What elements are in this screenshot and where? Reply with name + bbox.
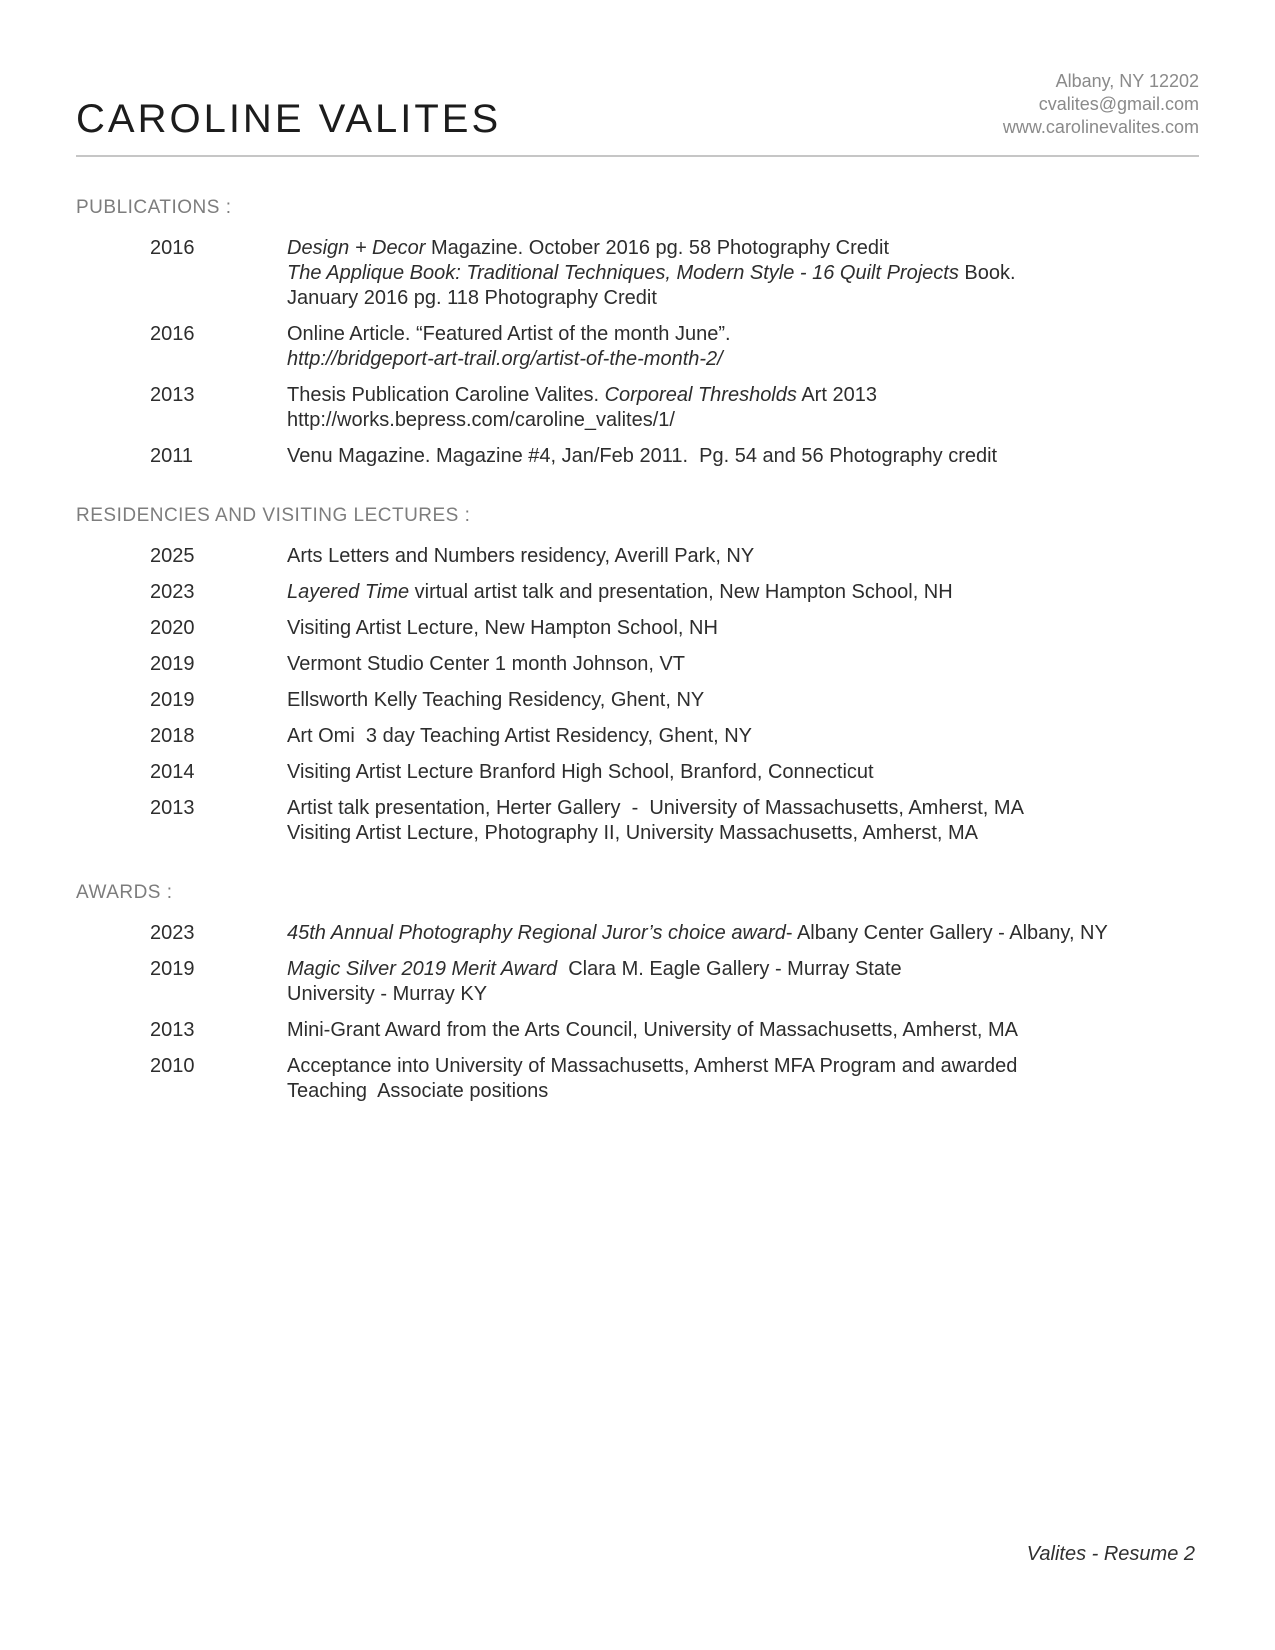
entry-year: 2025 [150, 545, 195, 567]
entry-line [287, 921, 1199, 946]
text-run: Acceptance into University of Massachusetts, Amherst MFA Program and awarded [287, 1055, 1018, 1077]
section-title: AWARDS : [76, 882, 173, 903]
entry-line [287, 236, 1199, 261]
resume-entry [76, 580, 1199, 605]
resume-entry [76, 688, 1199, 713]
resume-entry [76, 383, 1199, 433]
person-name: CAROLINE VALITES [76, 97, 502, 141]
entry-description [287, 760, 1199, 785]
contact-website: www.carolinevalites.com [1002, 117, 1199, 137]
text-run: University - Murray KY [287, 983, 488, 1005]
entry-line [287, 1054, 1199, 1079]
entry-description [287, 616, 1199, 641]
resume-entry [76, 544, 1199, 569]
entry-line [287, 347, 1199, 372]
entry-line [287, 383, 1199, 408]
resume-section [76, 195, 1199, 469]
resume-section [76, 880, 1199, 1104]
entry-line [287, 444, 1199, 469]
text-run: http://works.bepress.com/caroline_valites/1/ [287, 409, 675, 431]
entry-description [287, 444, 1199, 469]
entry-description [287, 1054, 1199, 1104]
entry-year: 2019 [150, 958, 195, 980]
text-run: Clara M. Eagle Gallery - Murray State [557, 958, 902, 980]
entry-year: 2023 [150, 581, 195, 603]
entry-line [287, 1079, 1199, 1104]
entry-year: 2010 [150, 1055, 195, 1077]
entry-line [287, 760, 1199, 785]
entry-line [287, 322, 1199, 347]
resume-entry [76, 724, 1199, 749]
entry-line [287, 688, 1199, 713]
entry-description [287, 921, 1199, 946]
entry-year: 2014 [150, 761, 195, 783]
italic-text-run: Corporeal Thresholds [604, 384, 797, 406]
contact-block [1003, 70, 1199, 139]
entry-description [287, 688, 1199, 713]
text-run: Book. [958, 262, 1016, 284]
entry-year: 2013 [150, 384, 195, 406]
entry-description [287, 957, 1199, 1007]
entry-description [287, 652, 1199, 677]
section-title: RESIDENCIES AND VISITING LECTURES : [76, 505, 471, 526]
text-run: - Albany Center Gallery - Albany, NY [785, 922, 1108, 944]
entry-year: 2020 [150, 617, 195, 639]
entry-description [287, 580, 1199, 605]
italic-text-run: 45th Annual Photography Regional Juror’s choice award [287, 922, 786, 944]
entry-description [287, 236, 1199, 311]
entry-description [287, 383, 1199, 433]
entry-year: 2011 [150, 445, 194, 467]
italic-text-run: Magic Silver 2019 Merit Award [287, 958, 558, 980]
page-header [76, 0, 1199, 139]
page-footer: Valites - Resume 2 [1026, 1543, 1195, 1565]
resume-entry [76, 760, 1199, 785]
text-run: Mini-Grant Award from the Arts Council, University of Massachusetts, Amherst, MA [287, 1019, 1018, 1041]
text-run: Teaching Associate positions [287, 1080, 549, 1102]
entry-line [287, 580, 1199, 605]
entry-line [287, 957, 1199, 982]
resume-section [76, 503, 1199, 846]
text-run: Magazine. October 2016 pg. 58 Photography Credit [425, 237, 890, 259]
entry-year: 2013 [150, 1019, 195, 1041]
resume-entry [76, 236, 1199, 311]
text-run: January 2016 pg. 118 Photography Credit [287, 287, 657, 309]
contact-email: cvalites@gmail.com [1038, 94, 1199, 114]
text-run: Visiting Artist Lecture Branford High School, Branford, Connecticut [287, 761, 874, 783]
entry-year: 2019 [150, 689, 195, 711]
resume-entry [76, 1018, 1199, 1043]
resume-entry [76, 1054, 1199, 1104]
entry-year: 2018 [150, 725, 195, 747]
entry-line [287, 1018, 1199, 1043]
header-divider [76, 155, 1199, 157]
entry-line [287, 616, 1199, 641]
resume-entry [76, 322, 1199, 372]
text-run: Arts Letters and Numbers residency, Averill Park, NY [287, 545, 755, 567]
text-run: Artist talk presentation, Herter Gallery - University of Massachusetts, Amherst, MA [287, 797, 1024, 819]
entry-line [287, 652, 1199, 677]
italic-text-run: The Applique Book: Traditional Techniques, Modern Style - 16 Quilt Projects [287, 262, 959, 284]
entry-line [287, 796, 1199, 821]
entry-description [287, 322, 1199, 372]
entry-year: 2023 [150, 922, 195, 944]
entry-description [287, 1018, 1199, 1043]
text-run: Visiting Artist Lecture, Photography II, University Massachusetts, Amherst, MA [287, 822, 979, 844]
entry-line [287, 982, 1199, 1007]
entry-description [287, 544, 1199, 569]
entry-year: 2016 [150, 323, 195, 345]
text-run: Vermont Studio Center 1 month Johnson, VT [287, 653, 685, 675]
entry-line [287, 408, 1199, 433]
entry-description [287, 796, 1199, 846]
entry-line [287, 544, 1199, 569]
resume-entry [76, 616, 1199, 641]
text-run: Art 2013 [796, 384, 877, 406]
entry-year: 2019 [150, 653, 195, 675]
italic-text-run: http://bridgeport-art-trail.org/artist-of-the-month-2/ [287, 348, 723, 370]
text-run: Online Article. “Featured Artist of the month June”. [287, 323, 731, 345]
entry-line [287, 286, 1199, 311]
text-run: Art Omi 3 day Teaching Artist Residency, Ghent, NY [287, 725, 753, 747]
resume-entry [76, 652, 1199, 677]
text-run: Thesis Publication Caroline Valites. [287, 384, 605, 406]
italic-text-run: Design + Decor [287, 237, 426, 259]
text-run: Visiting Artist Lecture, New Hampton School, NH [287, 617, 718, 639]
text-run: Ellsworth Kelly Teaching Residency, Ghent, NY [287, 689, 705, 711]
italic-text-run: Layered Time [287, 581, 410, 603]
entry-year: 2013 [150, 797, 195, 819]
entry-year: 2016 [150, 237, 195, 259]
text-run: Venu Magazine. Magazine #4, Jan/Feb 2011. Pg. 54 and 56 Photography credit [287, 445, 998, 467]
entry-line [287, 821, 1199, 846]
sections [76, 195, 1199, 1104]
entry-line [287, 261, 1199, 286]
entry-line [287, 724, 1199, 749]
resume-entry [76, 957, 1199, 1007]
text-run: virtual artist talk and presentation, New Hampton School, NH [409, 581, 953, 603]
contact-location: Albany, NY 12202 [1055, 71, 1199, 91]
entry-description [287, 724, 1199, 749]
resume-entry [76, 444, 1199, 469]
resume-entry [76, 796, 1199, 846]
section-title: PUBLICATIONS : [76, 197, 232, 218]
resume-entry [76, 921, 1199, 946]
